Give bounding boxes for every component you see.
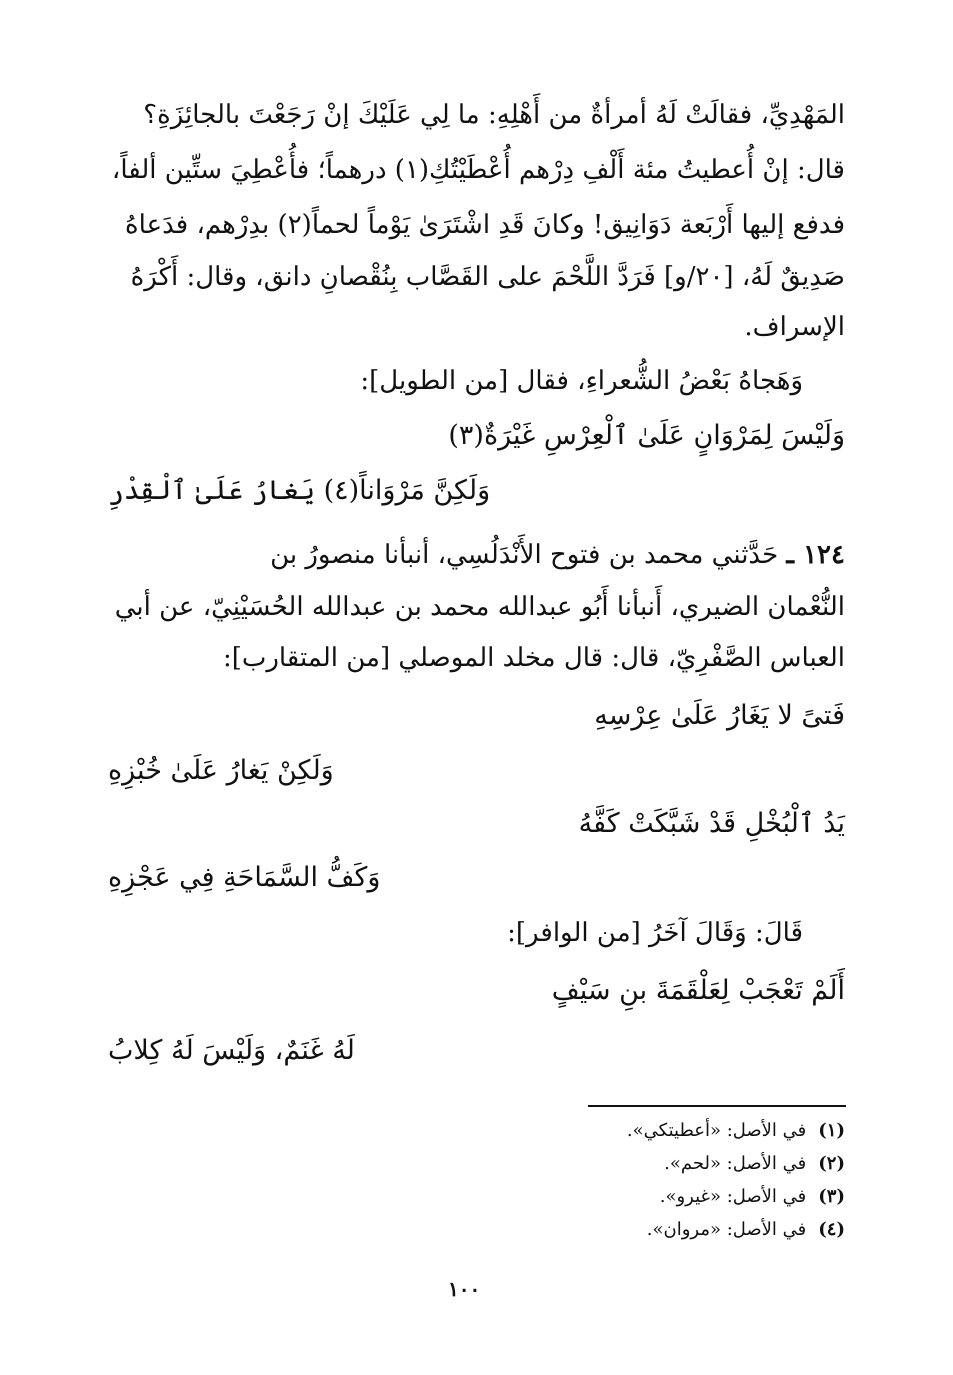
entry-line-2: النُّعْمان الضيري، أَنبأنا أَبُو عبدالله محمد بن عبدالله الحُسَيْنِيّ، عن أبي xyxy=(114,592,845,622)
footnote-number: (٣) xyxy=(818,1186,845,1207)
footnote-text: في الأصل: «لحم». xyxy=(664,1153,807,1174)
verse2-line-2: وَلَكِنْ يَغارُ عَلَىٰ خُبْزِهِ xyxy=(108,755,334,786)
verse1-line-1: وَلَيْسَ لِمَرْوَانٍ عَلَىٰ ٱلْعِرْسِ غَيْرَةٌ(٣) xyxy=(448,420,845,451)
body-line-5: الإسراف. xyxy=(744,312,845,342)
footnote-number: (٤) xyxy=(818,1219,845,1240)
footnote-2 xyxy=(664,1153,845,1174)
verse2-line-1: فَتىً لا يَغَارُ عَلَىٰ عِرْسِهِ xyxy=(594,700,845,731)
footnote-4 xyxy=(647,1219,845,1240)
entry-number: ١٢٤ ـ xyxy=(786,540,845,570)
body-line-4: صَدِيقٌ لَهُ، [٢٠/و] فَرَدَّ اللَّحْمَ على القَصَّاب بِنُقْصانِ دانق، وقال: أَكْرَهُ xyxy=(130,262,845,292)
footnote-text: في الأصل: «أعطيتكي». xyxy=(626,1120,807,1141)
verse2-line-3: يَدُ ٱلْبُخْلِ قَدْ شَبَّكَتْ كَفَّهُ xyxy=(578,808,845,839)
entry-text-1: حَدَّثني محمد بن فتوح الأَنْدَلُسِي، أنبأنا منصورُ بن xyxy=(270,540,779,570)
footnote-number: (٢) xyxy=(818,1153,845,1174)
footnote-3 xyxy=(660,1186,845,1207)
footnote-1 xyxy=(627,1120,845,1141)
page-number: ١٠٠ xyxy=(448,1277,481,1301)
verse3-line-1: أَلَمْ تَعْجَبْ لِعَلْقَمَةَ بنِ سَيْفٍ xyxy=(551,975,845,1006)
verse1-line-2: وَلَكِنَّ مَرْوَاناً(٤) يَغارُ عَلَىٰ ٱلْقِدْرِ xyxy=(108,475,491,506)
body-line-3: فدفع إليها أَرْبَعة دَوَانِيق! وكانَ قَدِ اشْتَرَىٰ يَوْماً لحماً(٢) بدِرْهم، فدَعاهُ xyxy=(125,210,845,240)
body-line-1: المَهْدِيِّ، فقالَتْ لَهُ أمرأةٌ من أَهْلِهِ: ما لِي عَلَيْكَ إنْ رَجَعْتَ بالجائِزَةِ؟ xyxy=(143,100,845,130)
footnote-text: في الأصل: «غيرو». xyxy=(659,1186,807,1207)
verse-intro-1: وَهَجاهُ بَعْضُ الشُّعراءِ، فقال [من الطويل]: xyxy=(360,366,803,396)
footnote-divider xyxy=(588,1105,846,1107)
verse2-line-4: وَكَفُّ السَّمَاحَةِ فِي عَجْزِهِ xyxy=(108,862,381,893)
verse-intro-3: قَالَ: وَقَالَ آخَرُ [من الوافر]: xyxy=(507,918,803,948)
entry-line-3: العباس الصَّفْرِيّ، قال: قال مخلد الموصلي [من المتقارب]: xyxy=(222,643,845,673)
entry-line-1 xyxy=(270,540,845,570)
footnote-text: في الأصل: «مروان». xyxy=(646,1219,807,1240)
footnote-number: (١) xyxy=(818,1120,845,1141)
verse3-line-2: لَهُ غَنَمٌ، وَلَيْسَ لَهُ كِلابُ xyxy=(108,1035,355,1066)
body-line-2: قال: إنْ أُعطيتُ مئة أَلْفِ دِرْهم أُعْطَيْتُكِ(١) درهماً؛ فأُعْطِيَ ستِّين ألفاً، xyxy=(111,155,845,185)
